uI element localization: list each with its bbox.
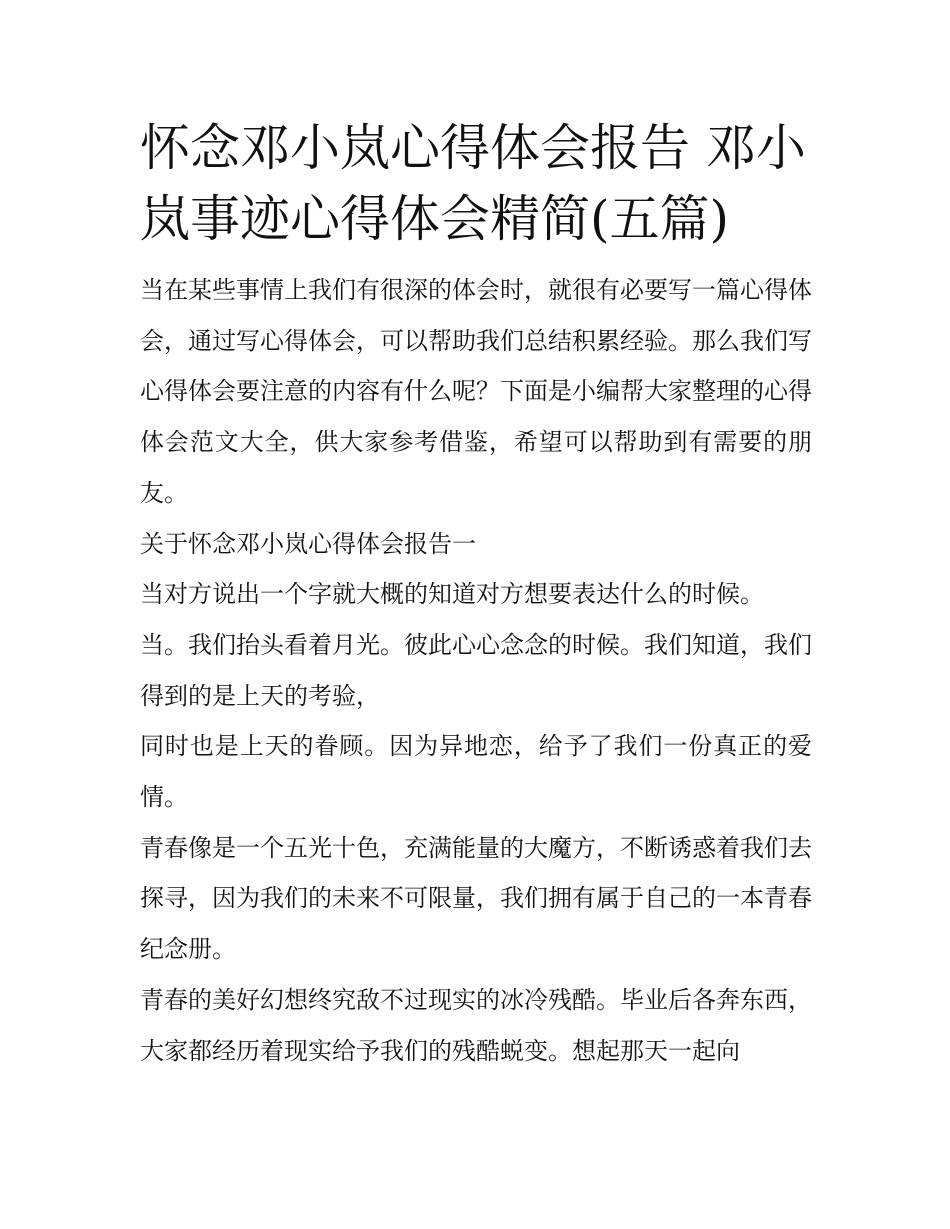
body-paragraph: 当对方说出一个字就大概的知道对方想要表达什么的时候。 — [140, 580, 764, 609]
body-paragraph: 同时也是上天的眷顾。因为异地恋，给予了我们一份真正的爱情。 — [140, 732, 812, 812]
document-body — [140, 113, 812, 1076]
document-title: 怀念邓小岚心得体会报告 邓小岚事迹心得体会精简(五篇) — [140, 119, 806, 248]
body-paragraph: 青春的美好幻想终究敌不过现实的冰冷残酷。毕业后各奔东西，大家都经历着现实给予我们的残酷蜕变。想起那天一起向 — [140, 985, 812, 1065]
section-heading: 关于怀念邓小岚心得体会报告一 — [140, 529, 476, 558]
body-paragraph: 当。我们抬头看着月光。彼此心心念念的时候。我们知道，我们得到的是上天的考验， — [140, 630, 812, 710]
body-paragraph: 青春像是一个五光十色，充满能量的大魔方，不断诱惑着我们去探寻，因为我们的未来不可限量，我们拥有属于自己的一本青春纪念册。 — [140, 833, 812, 964]
intro-paragraph: 当在某些事情上我们有很深的体会时，就很有必要写一篇心得体会，通过写心得体会，可以帮助我们总结积累经验。那么我们写心得体会要注意的内容有什么呢？下面是小编帮大家整理的心得体会范文大全，供大家参考借鉴，希望可以帮助到有需要的朋友。 — [140, 276, 812, 507]
